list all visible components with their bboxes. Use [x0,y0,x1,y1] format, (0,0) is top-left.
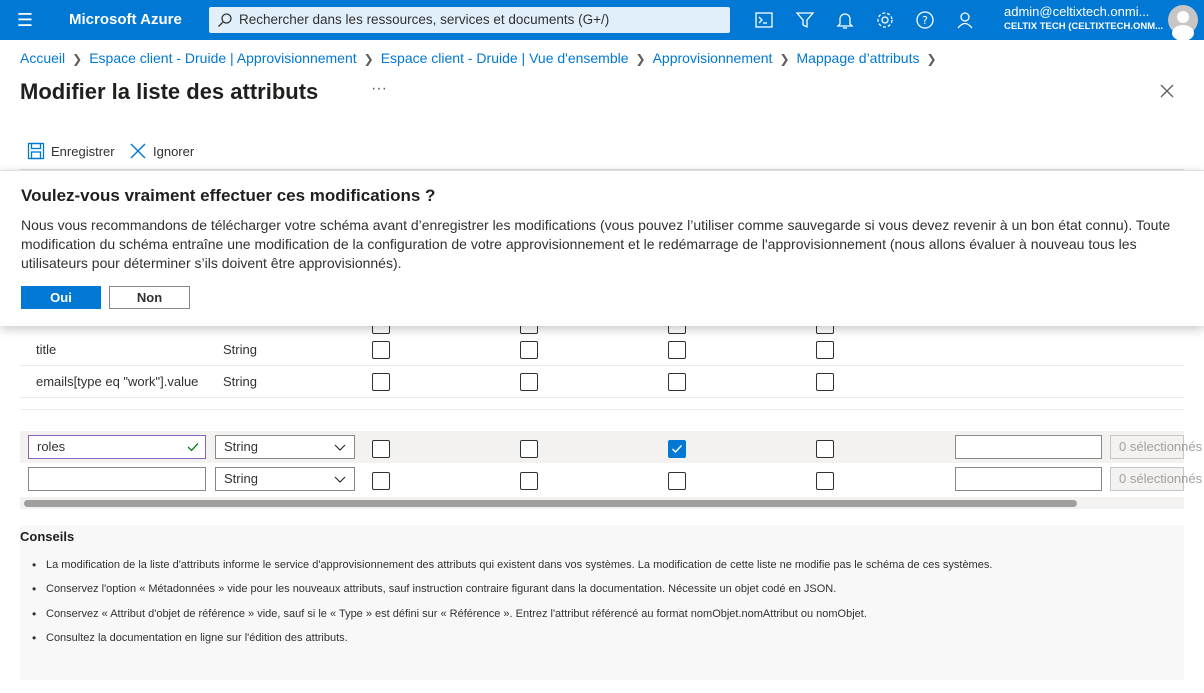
attribute-name-input[interactable] [28,435,206,459]
dialog-title: Voulez-vous vraiment effectuer ces modifications ? [21,186,436,205]
table-row [20,334,1184,366]
required-checkbox[interactable] [520,373,538,391]
directory-filter-icon[interactable] [794,9,816,31]
horizontal-scrollbar[interactable] [20,497,1184,509]
chevron-down-icon [334,442,346,452]
primary-key-checkbox[interactable] [372,472,390,490]
edit-row [20,463,1203,495]
attribute-name-input[interactable] [28,467,206,491]
account-org: CELTIX TECH (CELTIXTECH.ONM... [1004,21,1164,32]
breadcrumb [20,50,944,66]
dialog-message: Nous vous recommandons de télécharger votre schéma avant d’enregistrer les modifications (vous pouvez l’utiliser comme sauvegarde si vous devez revenir à un bon état connu). Toute modification du schéma entraîne une modification de la configuration de votre approvisionnement et le redémarrage de l'approvisionnement (nous allons évaluer à nouveau tous les utilisateurs pour déterminer s’ils doivent être approvisionnés). [21,217,1171,271]
chevron-right-icon: ❯ [72,52,83,66]
chevron-right-icon: ❯ [779,52,790,66]
settings-icon[interactable] [874,9,896,31]
reference-object-select [1110,435,1203,459]
cloud-shell-icon[interactable] [753,9,775,31]
primary-key-checkbox[interactable] [372,373,390,391]
breadcrumb-provisioning-2[interactable]: Approvisionnement [652,50,773,66]
multi-value-checkbox[interactable] [668,373,686,391]
close-icon[interactable] [1158,82,1176,100]
tip-item: • La modification de la liste d'attributs informe le service d'approvisionnement des attributs qui existent dans vos systèmes. La modification de cette liste ne modifie pas le schéma de ces systèmes. [46,559,992,571]
top-bar [0,0,1204,40]
tip-item: • Consultez la documentation en ligne sur l'édition des attributs. [46,632,992,644]
no-button[interactable]: Non [109,286,190,309]
chevron-right-icon: ❯ [926,52,937,66]
attribute-name: emails[type eq "work"].value [36,374,199,389]
required-checkbox[interactable] [520,341,538,359]
yes-button[interactable]: Oui [21,286,101,309]
brand-title[interactable]: Microsoft Azure [69,11,182,28]
checkmark-icon [671,443,683,455]
chevron-down-icon [334,474,346,484]
save-label: Enregistrer [51,143,115,159]
tips-title: Conseils [20,529,75,544]
exact-case-checkbox[interactable] [816,472,834,490]
attribute-type-select[interactable] [215,435,355,459]
chevron-right-icon: ❯ [635,52,646,66]
attribute-type-value: String [224,439,258,454]
discard-button[interactable] [129,141,194,161]
multi-value-checkbox[interactable] [668,341,686,359]
attribute-type-select[interactable] [215,467,355,491]
user-avatar-icon [1168,5,1198,35]
attribute-type: String [223,374,257,389]
more-options-icon[interactable]: ··· [371,80,387,97]
tip-item: • Conservez « Attribut d'objet de référence » vide, sauf si le « Type » est défini sur « Référence ». Entrez l'attribut référencé au format nomObjet.nomAttribut ou nomObjet. [46,608,992,620]
search-input[interactable] [209,7,730,33]
metadata-input[interactable] [955,467,1102,491]
reference-selection-value: 0 sélectionnés [1119,471,1203,486]
help-icon[interactable] [914,9,936,31]
attribute-type: String [223,342,257,357]
exact-case-checkbox[interactable] [816,341,834,359]
menu-icon[interactable]: ☰ [16,10,34,30]
tip-item: • Conservez l'option « Métadonnées » vide pour les nouveaux attributs, sauf instruction contraire figurant dans la documentation. Nécessite un objet codé en JSON. [46,583,992,595]
scrollbar-thumb[interactable] [24,500,1077,507]
multi-value-checkbox[interactable] [668,472,686,490]
exact-case-checkbox[interactable] [816,440,834,458]
attribute-name-value: roles [37,439,66,454]
reference-selection-value: 0 sélectionnés [1119,439,1203,454]
breadcrumb-overview[interactable]: Espace client - Druide | Vue d'ensemble [380,50,629,66]
table-spacer [20,398,1184,410]
exact-case-checkbox[interactable] [816,373,834,391]
primary-key-checkbox[interactable] [372,341,390,359]
account-name: admin@celtixtech.onmi... [1004,4,1150,19]
reference-object-select [1110,467,1203,491]
notifications-icon[interactable] [834,9,856,31]
discard-icon [129,142,147,160]
chevron-right-icon: ❯ [363,52,374,66]
breadcrumb-provisioning[interactable]: Espace client - Druide | Approvisionnement [89,50,357,66]
table-row [20,366,1184,398]
multi-value-checkbox[interactable] [668,440,686,458]
tips-panel [20,525,1184,680]
search-placeholder: Rechercher dans les ressources, services et documents (G+/) [239,12,610,27]
primary-key-checkbox[interactable] [372,440,390,458]
check-icon [187,442,199,452]
confirm-dialog [0,170,1204,326]
avatar[interactable] [1168,5,1198,35]
account-info[interactable] [1004,4,1164,32]
save-button[interactable] [27,141,115,161]
breadcrumb-home[interactable]: Accueil [20,50,66,66]
required-checkbox[interactable] [520,440,538,458]
attribute-name: title [36,342,57,357]
edit-row [20,431,1203,463]
discard-label: Ignorer [153,143,195,159]
search-icon [217,12,233,28]
breadcrumb-attribute-mapping[interactable]: Mappage d’attributs [796,50,920,66]
save-icon [27,142,45,160]
page-title: Modifier la liste des attributs [20,79,319,104]
svg-text:?: ? [922,14,928,27]
attribute-type-value: String [224,471,258,486]
tips-list [46,559,992,657]
feedback-icon[interactable] [954,9,976,31]
metadata-input[interactable] [955,435,1102,459]
required-checkbox[interactable] [520,472,538,490]
